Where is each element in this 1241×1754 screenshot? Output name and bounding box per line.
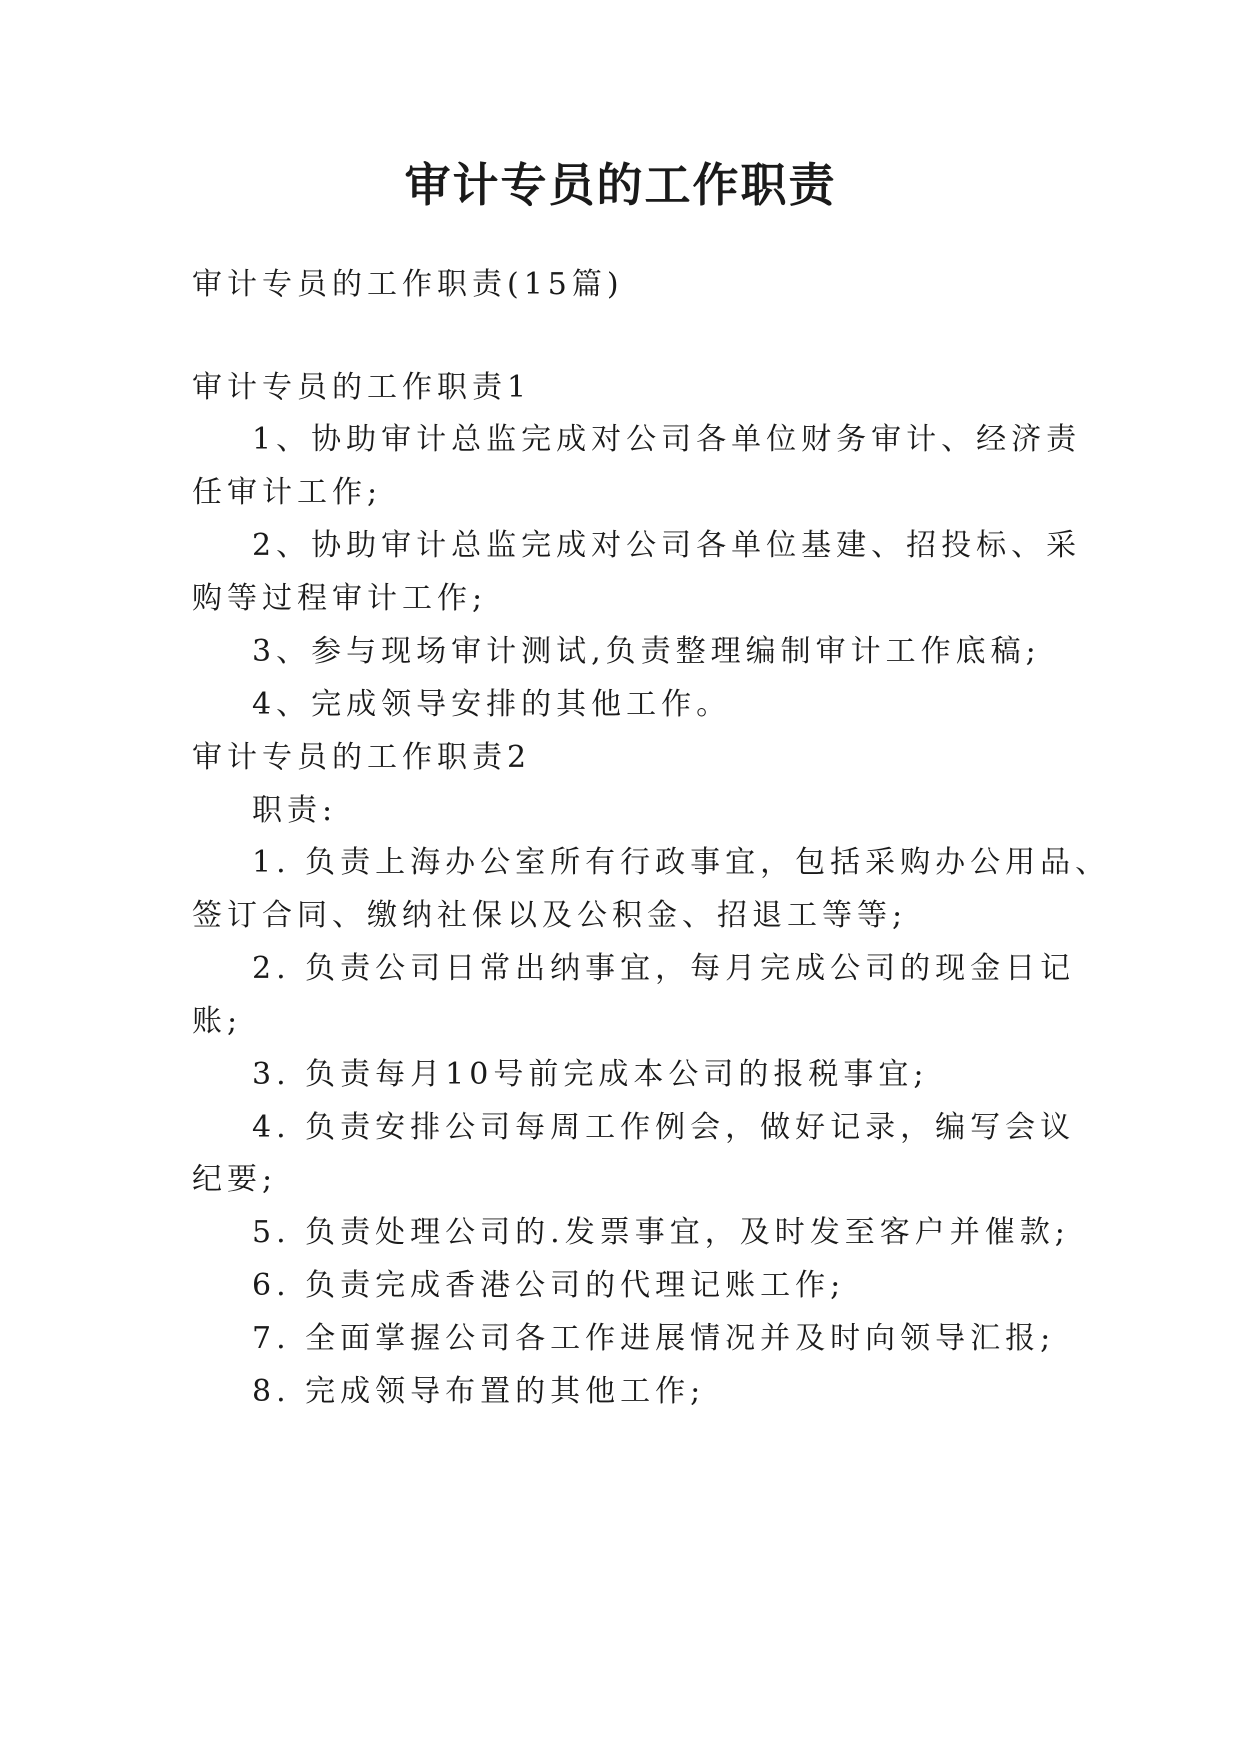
- document-title: 审计专员的工作职责: [404, 158, 837, 212]
- paragraph-line: 任审计工作;: [192, 475, 383, 510]
- paragraph-line: 2、协助审计总监完成对公司各单位基建、招投标、采: [252, 528, 1082, 563]
- paragraph-line: 8. 完成领导布置的其他工作;: [252, 1374, 706, 1409]
- paragraph-line: 7. 全面掌握公司各工作进展情况并及时向领导汇报;: [252, 1321, 1056, 1356]
- paragraph-line: 账;: [192, 1004, 243, 1039]
- paragraph-line: 1. 负责上海办公室所有行政事宜，包括采购办公用品、: [252, 845, 1111, 880]
- paragraph-line: 2. 负责公司日常出纳事宜，每月完成公司的现金日记: [252, 951, 1076, 986]
- paragraph-line: 签订合同、缴纳社保以及公积金、招退工等等;: [192, 898, 908, 933]
- document-subtitle: 审计专员的工作职责(15篇): [192, 267, 624, 302]
- paragraph-line: 5. 负责处理公司的.发票事宜，及时发至客户并催款;: [252, 1215, 1070, 1250]
- paragraph-line: 纪要;: [192, 1162, 278, 1197]
- paragraph-line: 购等过程审计工作;: [192, 581, 488, 616]
- section-heading: 审计专员的工作职责1: [192, 370, 532, 405]
- paragraph-line: 4. 负责安排公司每周工作例会，做好记录，编写会议: [252, 1110, 1076, 1145]
- paragraph-line: 3、参与现场审计测试,负责整理编制审计工作底稿;: [252, 634, 1041, 669]
- paragraph-line: 1、协助审计总监完成对公司各单位财务审计、经济责: [252, 422, 1082, 457]
- section-heading: 审计专员的工作职责2: [192, 740, 532, 775]
- paragraph-line: 6. 负责完成香港公司的代理记账工作;: [252, 1268, 846, 1303]
- paragraph-line: 3. 负责每月10号前完成本公司的报税事宜;: [252, 1057, 929, 1092]
- paragraph-line: 职责:: [252, 793, 338, 828]
- paragraph-line: 4、完成领导安排的其他工作。: [252, 687, 732, 722]
